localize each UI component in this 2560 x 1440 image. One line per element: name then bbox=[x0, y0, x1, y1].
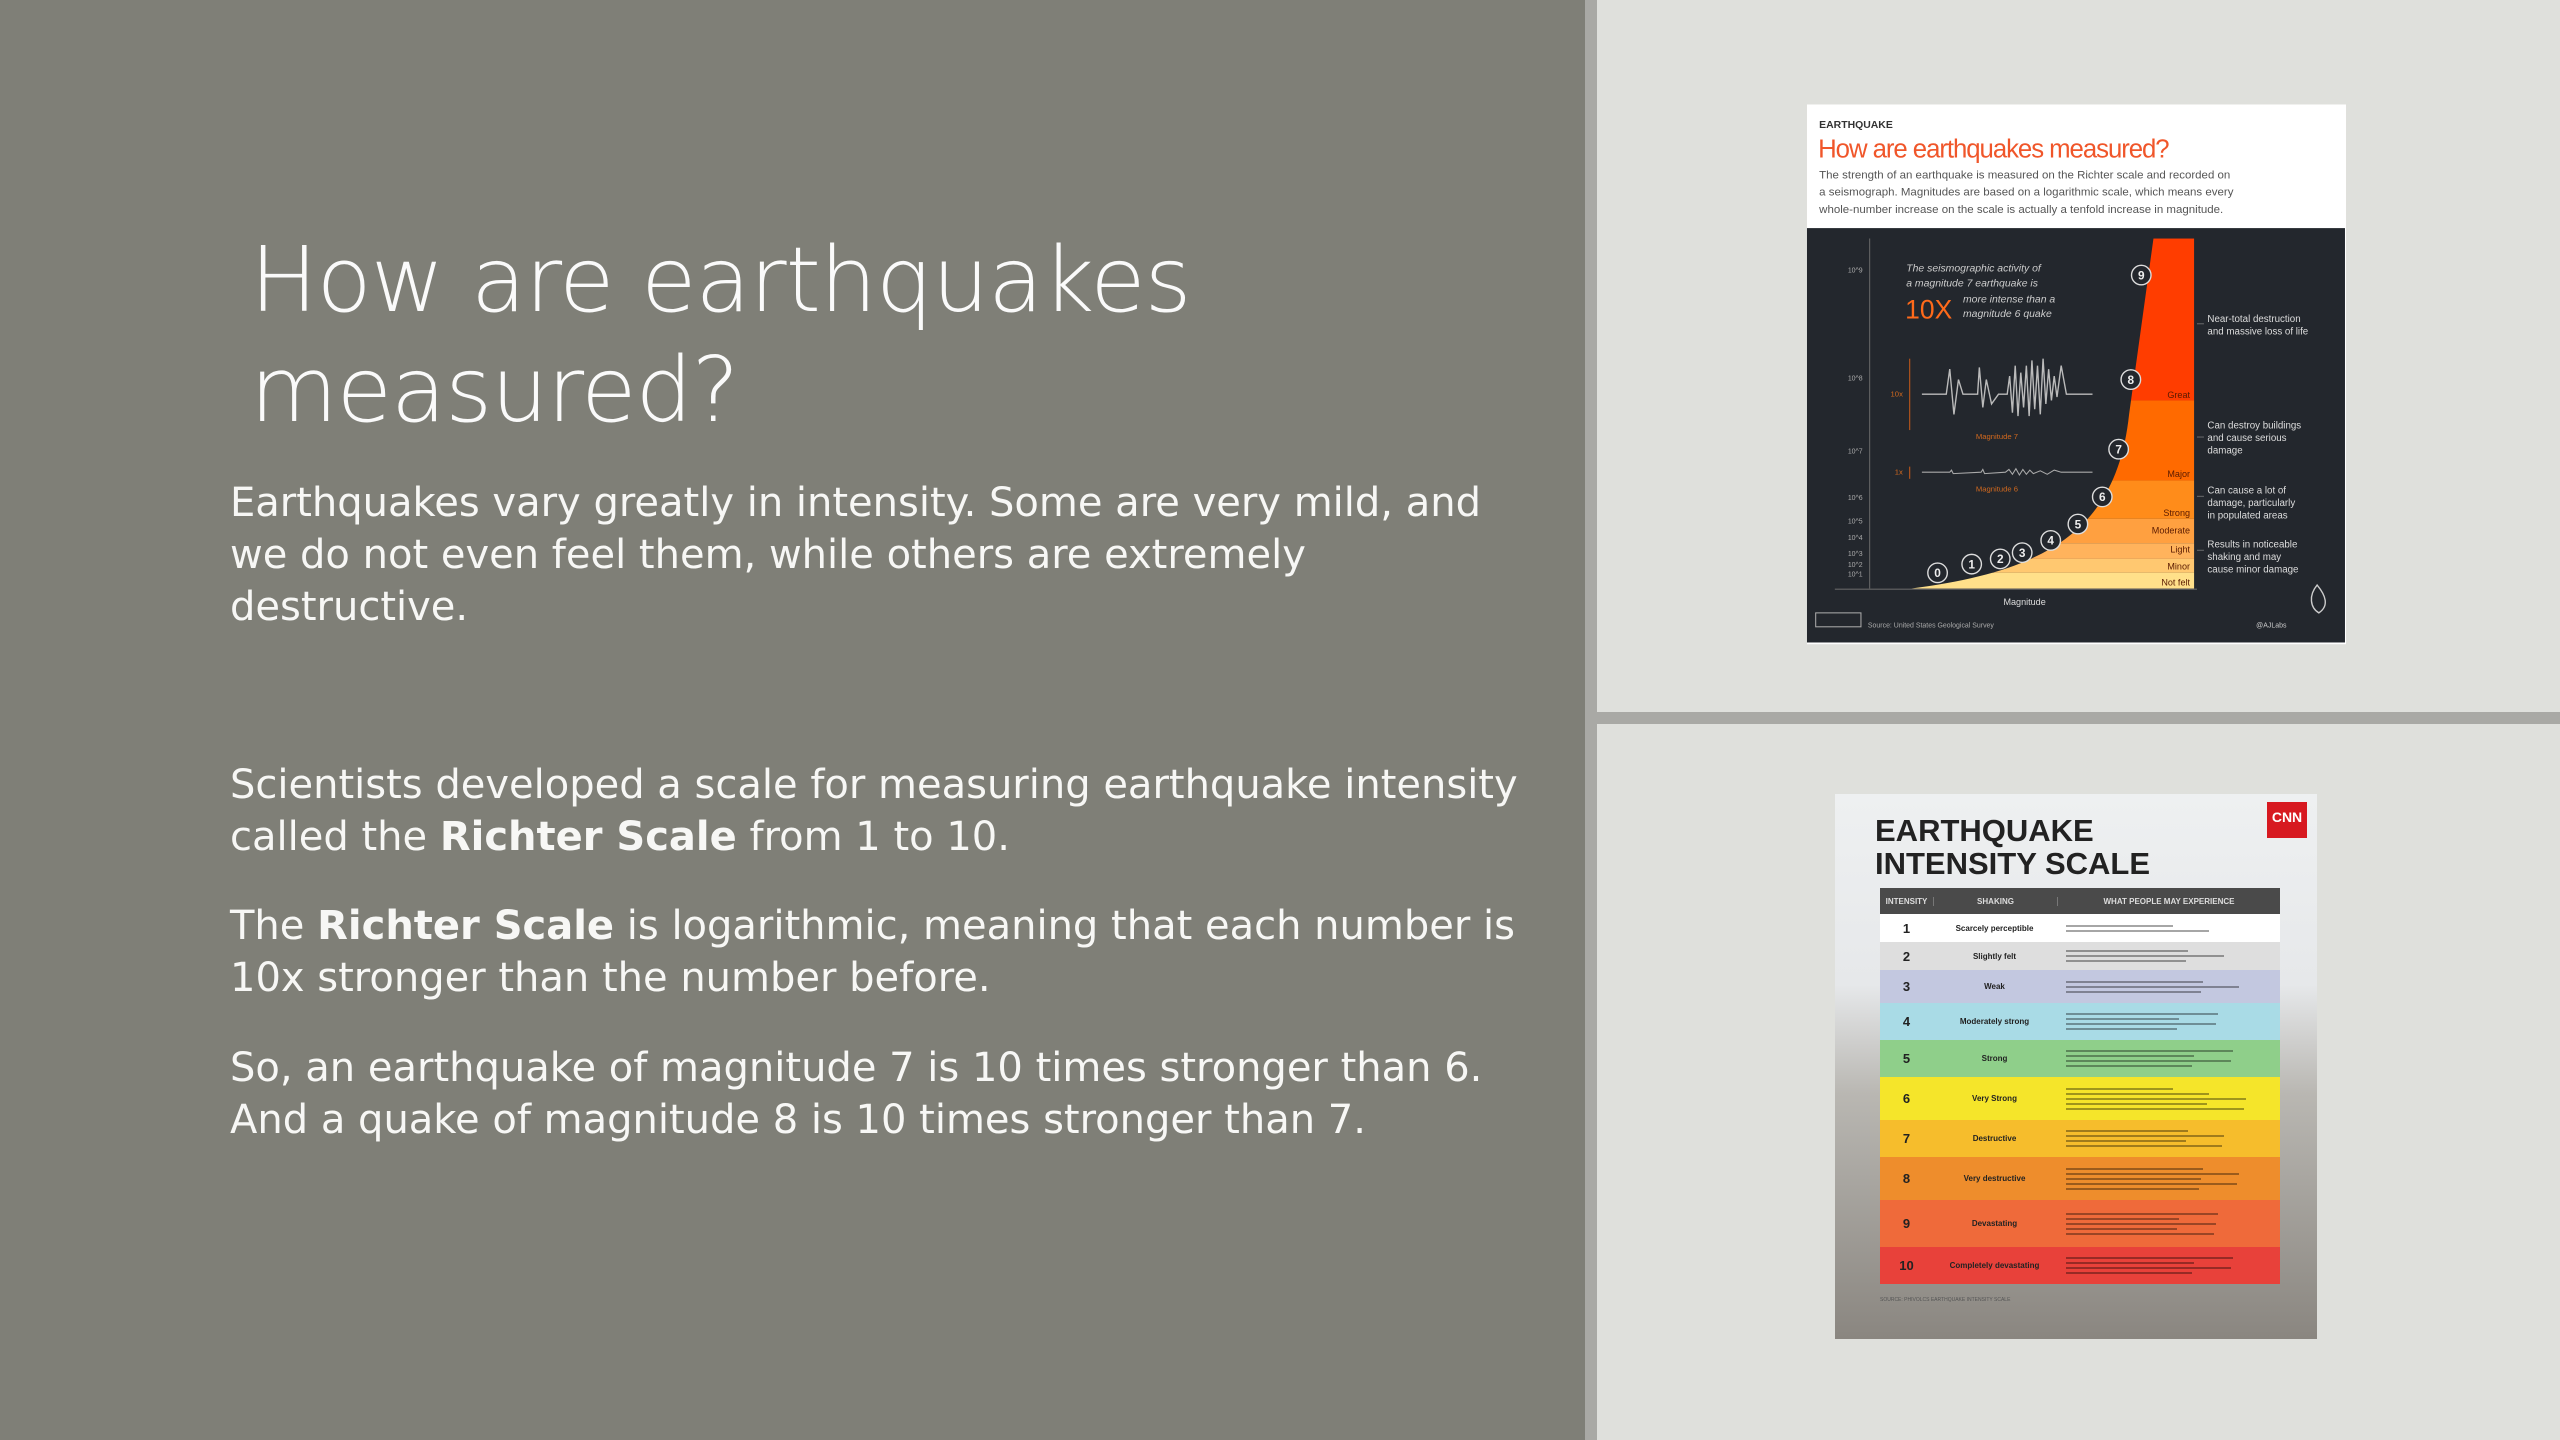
magnitude-marker: 4 bbox=[2047, 533, 2055, 548]
intro-line: a seismograph. Magnitudes are based on a logarithmic scale, which means every bbox=[1819, 186, 2234, 199]
effect-line: damage bbox=[2207, 445, 2243, 457]
effect-line: and massive loss of life bbox=[2207, 326, 2309, 338]
source-text: Source: United States Geological Survey bbox=[1867, 622, 1994, 630]
pane-splitter-vertical[interactable] bbox=[1585, 0, 1597, 1440]
source-text: SOURCE: PHIVOLCS EARTHQUAKE INTENSITY SCALE bbox=[1880, 1297, 2011, 1303]
shaking-label: Very Strong bbox=[1972, 1094, 2017, 1103]
experience-text bbox=[2056, 950, 2280, 962]
table-row bbox=[1880, 1003, 2280, 1040]
y-label: 10^5 bbox=[1847, 518, 1863, 526]
text-line bbox=[2066, 1223, 2216, 1225]
callout-line: magnitude 6 quake bbox=[1962, 309, 2052, 321]
experience-text bbox=[2056, 1213, 2280, 1235]
magnitude-marker: 2 bbox=[1996, 552, 2004, 567]
richter-infographic-image[interactable] bbox=[1803, 101, 2350, 647]
intensity-scale-infographic-image[interactable] bbox=[1835, 794, 2317, 1339]
column-header: SHAKING bbox=[1977, 896, 2014, 906]
cnn-logo: CNN bbox=[2267, 802, 2307, 838]
experience-text bbox=[2056, 925, 2280, 932]
table-row bbox=[1880, 1040, 2280, 1077]
table-row bbox=[1880, 1077, 2280, 1120]
text-line bbox=[2066, 1060, 2231, 1062]
text-line bbox=[2066, 1055, 2194, 1057]
slide-title: How are earthquakes measured? bbox=[250, 228, 1191, 443]
text-line bbox=[2066, 1213, 2218, 1215]
magnitude-marker: 9 bbox=[2137, 268, 2145, 283]
paragraph-richter bbox=[230, 759, 1530, 863]
wave-scale-mark: 10x bbox=[1890, 389, 1903, 399]
text-line bbox=[2066, 1108, 2244, 1110]
text-line bbox=[2066, 1233, 2214, 1235]
wave-label: Magnitude 7 bbox=[1975, 431, 2019, 441]
text-line bbox=[2066, 925, 2173, 927]
text-line bbox=[2066, 1168, 2203, 1170]
intensity-table bbox=[1880, 888, 2280, 1284]
table-row bbox=[1880, 1247, 2280, 1284]
effect-line: Results in noticeable bbox=[2207, 539, 2298, 551]
effect-line: cause minor damage bbox=[2207, 564, 2299, 576]
effect-line: damage, particularly bbox=[2207, 497, 2296, 509]
band-label: Minor bbox=[2167, 561, 2191, 572]
table-row bbox=[1880, 942, 2280, 970]
experience-text bbox=[2056, 1013, 2280, 1030]
table-row bbox=[1880, 1157, 2280, 1200]
effect-line: Can cause a lot of bbox=[2207, 485, 2287, 497]
y-label: 10^8 bbox=[1847, 375, 1863, 383]
magnitude-marker: 0 bbox=[1934, 566, 1941, 581]
experience-text bbox=[2056, 1130, 2280, 1147]
text-line bbox=[2066, 1103, 2207, 1105]
effect-line: in populated areas bbox=[2207, 510, 2288, 522]
intensity-value: 9 bbox=[1902, 1216, 1911, 1231]
text-line bbox=[2066, 1228, 2177, 1230]
credit-text: @AJLabs bbox=[2256, 622, 2287, 630]
magnitude-marker: 7 bbox=[2115, 442, 2122, 457]
text-line bbox=[2066, 960, 2186, 962]
magnitude-marker: 1 bbox=[1968, 557, 1975, 572]
callout-line: more intense than a bbox=[1962, 294, 2056, 306]
table-row bbox=[1880, 1200, 2280, 1247]
intensity-value: 2 bbox=[1902, 948, 1911, 964]
band-label: Great bbox=[2167, 390, 2191, 401]
y-label: 10^3 bbox=[1847, 550, 1863, 558]
intro-line: whole-number increase on the scale is actually a tenfold increase in magnitude. bbox=[1819, 204, 2224, 217]
table-row bbox=[1880, 1120, 2280, 1157]
wave-label: Magnitude 6 bbox=[1975, 484, 2019, 494]
text-line bbox=[2066, 1018, 2179, 1020]
shaking-label: Devastating bbox=[1971, 1219, 2018, 1228]
text-line bbox=[2066, 1093, 2209, 1095]
y-label: 10^2 bbox=[1847, 561, 1863, 569]
intensity-value: 6 bbox=[1902, 1091, 1911, 1106]
callout-10x: 10X bbox=[1905, 294, 1953, 325]
text-line bbox=[2066, 1218, 2179, 1220]
intensity-value: 5 bbox=[1902, 1051, 1911, 1066]
text: The bbox=[230, 903, 318, 949]
effect-line: and cause serious bbox=[2207, 432, 2287, 444]
text-line bbox=[2066, 1023, 2216, 1025]
kicker: EARTHQUAKE bbox=[1819, 120, 1893, 132]
y-label: 10^1 bbox=[1847, 571, 1863, 579]
experience-text bbox=[2056, 1257, 2280, 1274]
experience-text bbox=[2056, 1050, 2280, 1067]
text-line bbox=[2066, 1145, 2222, 1147]
text-line bbox=[2066, 955, 2224, 957]
shaking-label: Strong bbox=[1981, 1054, 2008, 1063]
magnitude-marker: 6 bbox=[2098, 490, 2106, 505]
text-line bbox=[2066, 930, 2209, 932]
experience-text bbox=[2056, 1168, 2280, 1190]
title-line: EARTHQUAKE bbox=[1875, 813, 2094, 848]
table-row bbox=[1880, 970, 2280, 1003]
text-line bbox=[2066, 950, 2188, 952]
intensity-value: 8 bbox=[1902, 1171, 1911, 1186]
shaking-label: Scarcely perceptible bbox=[1955, 923, 2034, 933]
y-label: 10^7 bbox=[1847, 448, 1863, 456]
shaking-label: Moderately strong bbox=[1959, 1017, 2030, 1026]
experience-text bbox=[2056, 981, 2280, 993]
text-line bbox=[2066, 1098, 2246, 1100]
bold-text: Richter Scale bbox=[439, 814, 737, 860]
bold-text: Richter Scale bbox=[317, 903, 615, 949]
intensity-value: 3 bbox=[1902, 979, 1911, 994]
text: from 1 to 10. bbox=[736, 814, 1010, 860]
title-line: INTENSITY SCALE bbox=[1875, 846, 2151, 881]
shaking-label: Completely devastating bbox=[1949, 1261, 2040, 1270]
pane-splitter-horizontal[interactable] bbox=[1597, 712, 2560, 724]
band-label: Not felt bbox=[2161, 577, 2191, 588]
shaking-label: Weak bbox=[1984, 982, 2005, 991]
intensity-value: 7 bbox=[1902, 1131, 1911, 1146]
intensity-value: 4 bbox=[1902, 1014, 1911, 1029]
text-line bbox=[2066, 1267, 2231, 1269]
band-label: Moderate bbox=[2151, 525, 2191, 536]
text-line bbox=[2066, 1272, 2192, 1274]
text-line bbox=[2066, 1173, 2239, 1175]
effect-line: shaking and may bbox=[2207, 551, 2282, 563]
callout-line: a magnitude 7 earthquake is bbox=[1906, 278, 2038, 290]
wave-scale-mark: 1x bbox=[1894, 467, 1903, 477]
text-line bbox=[2066, 1088, 2173, 1090]
text: is logarithmic, meaning that each number is 10x stronger than the number before. bbox=[230, 903, 1515, 1001]
text-line bbox=[2066, 1178, 2201, 1180]
y-label: 10^6 bbox=[1847, 495, 1863, 503]
table-header bbox=[1880, 888, 2280, 914]
intensity-value: 10 bbox=[1899, 1258, 1914, 1273]
magnitude-marker: 8 bbox=[2127, 372, 2135, 387]
paragraph-example: So, an earthquake of magnitude 7 is 10 times stronger than 6. And a quake of magnitude 8 is 10 times stronger than 7. bbox=[230, 1045, 1483, 1143]
band-label: Major bbox=[2167, 469, 2191, 480]
text-line bbox=[2066, 1130, 2188, 1132]
paragraph-intensity: Earthquakes vary greatly in intensity. Some are very mild, and we do not even feel them, while others are extremely destructive. bbox=[230, 480, 1481, 630]
text-line bbox=[2066, 981, 2203, 983]
text-line bbox=[2066, 1183, 2237, 1185]
y-label: 10^4 bbox=[1847, 535, 1863, 543]
shaking-label: Slightly felt bbox=[1972, 951, 2017, 961]
intensity-value: 1 bbox=[1902, 920, 1911, 936]
infographic-title bbox=[1875, 814, 2150, 880]
text-line bbox=[2066, 1135, 2224, 1137]
band-label: Light bbox=[2170, 544, 2191, 555]
callout-line: The seismographic activity of bbox=[1906, 263, 2041, 275]
shaking-label: Destructive bbox=[1972, 1134, 2017, 1143]
effect-line: Near-total destruction bbox=[2207, 314, 2301, 326]
shaking-label: Very destructive bbox=[1963, 1174, 2026, 1183]
text-line bbox=[2066, 986, 2239, 988]
y-label: 10^9 bbox=[1847, 267, 1863, 275]
table-row bbox=[1880, 914, 2280, 942]
text-line bbox=[2066, 1262, 2194, 1264]
intro-line: The strength of an earthquake is measured on the Richter scale and recorded on bbox=[1819, 169, 2231, 182]
text-line bbox=[2066, 1188, 2199, 1190]
column-header: INTENSITY bbox=[1880, 897, 1934, 906]
text-line bbox=[2066, 1065, 2192, 1067]
text-line bbox=[2066, 991, 2201, 993]
infographic-title: How are earthquakes measured? bbox=[1818, 135, 2169, 164]
text-line bbox=[2066, 1140, 2186, 1142]
text: Scientists developed a scale for measuring earthquake intensity called the bbox=[230, 762, 1518, 860]
text-line bbox=[2066, 1028, 2177, 1030]
column-header: WHAT PEOPLE MAY EXPERIENCE bbox=[2057, 897, 2280, 906]
effect-line: Can destroy buildings bbox=[2207, 420, 2302, 432]
magnitude-marker: 5 bbox=[2074, 517, 2082, 532]
text-line bbox=[2066, 1013, 2218, 1015]
text-line bbox=[2066, 1050, 2233, 1052]
experience-text bbox=[2056, 1088, 2280, 1110]
band-label: Strong bbox=[2163, 508, 2191, 519]
paragraph-logarithmic bbox=[230, 900, 1530, 1004]
x-axis-label: Magnitude bbox=[2003, 597, 2046, 608]
magnitude-marker: 3 bbox=[2018, 545, 2026, 560]
text-line bbox=[2066, 1257, 2233, 1259]
